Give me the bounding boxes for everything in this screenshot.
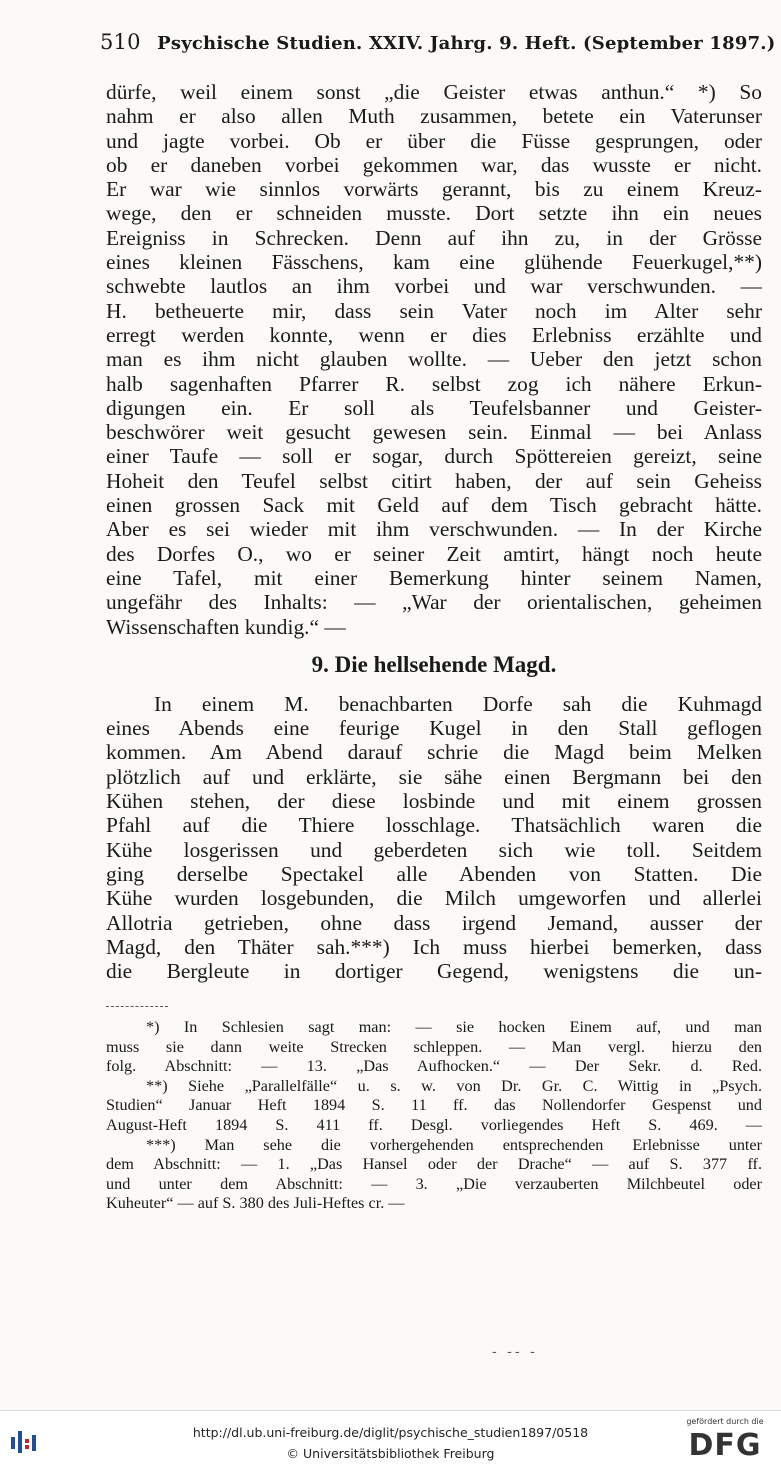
text-line: August-Heft 1894 S. 411 ff. Desgl. vorliegendes Heft S. 469. —: [106, 1115, 762, 1134]
text-line: und unter dem Abschnitt: — 3. „Die verzauberten Milchbeutel oder: [106, 1174, 762, 1193]
text-line: ob er daneben vorbei gekommen war, das wusste er nicht.: [106, 152, 762, 177]
text-line: Wissenschaften kundig.“ —: [106, 614, 346, 639]
text-line: In einem M. benachbarten Dorfe sah die Kuhmagd: [154, 691, 762, 716]
text-line: ging derselbe Spectakel alle Abenden von Statten. Die: [106, 861, 762, 886]
text-line: *) In Schlesien sagt man: — sie hocken Einem auf, und man: [146, 1018, 762, 1036]
text-line: Kuheuter“ — auf S. 380 des Juli-Heftes cr. —: [106, 1194, 405, 1213]
text-line: **) Siehe „Parallelfälle“ u. s. w. von Dr. Gr. C. Wittig in „Psych.: [146, 1076, 762, 1095]
text-line: die Bergleute in dortiger Gegend, wenigstens die un-: [106, 959, 762, 984]
footnote-1: [106, 1018, 762, 1077]
text-line: dem Abschnitt: — 1. „Das Hansel oder der Drache“ — auf S. 377 ff.: [106, 1155, 762, 1174]
text-line: wege, den er schneiden musste. Dort setzte ihn ein neues: [106, 201, 762, 226]
footnote-2: [106, 1077, 762, 1136]
footnote-separator: [106, 1006, 168, 1007]
text-line: kommen. Am Abend darauf schrie die Magd beim Melken: [106, 740, 762, 765]
text-line: halb sagenhaften Pfarrer R. selbst zog ich nähere Erkun-: [106, 371, 762, 396]
end-mark: - -- -: [492, 1344, 538, 1360]
text-line: Kühe wurden losgebunden, die Milch umgeworfen und allerlei: [106, 886, 762, 911]
running-header: [100, 30, 776, 54]
text-line: plötzlich auf und erklärte, sie sähe einen Bergmann bei den: [106, 764, 762, 789]
text-line: einer Taufe — soll er sogar, durch Spöttereien gereizt, seine: [106, 444, 762, 469]
paragraph-1: [106, 80, 762, 639]
text-line: schwebte lautlos an ihm vorbei und war verschwunden. —: [106, 274, 762, 299]
dfg-logo-text: DFG: [688, 1428, 762, 1463]
text-line: ungefähr des Inhalts: — „War der orientalischen, geheimen: [106, 590, 762, 615]
dfg-logo: [679, 1417, 771, 1465]
text-line: nahm er also allen Muth zusammen, betete ein Vaterunser: [106, 104, 762, 129]
text-line: und jagte vorbei. Ob er über die Füsse gesprungen, oder: [106, 128, 762, 153]
text-line: des Dorfes O., wo er seiner Zeit amtirt, hängt noch heute: [106, 541, 762, 566]
source-url[interactable]: http://dl.ub.uni-freiburg.de/diglit/psychische_studien1897/0518: [192, 1425, 589, 1440]
text-line: Studien“ Januar Heft 1894 S. 11 ff. das Nollendorfer Gespenst und: [106, 1096, 762, 1115]
text-line: H. betheuerte mir, dass sein Vater noch im Alter sehr: [106, 298, 762, 323]
text-line: einen grossen Sack mit Geld auf dem Tisch gebracht hätte.: [106, 493, 762, 518]
text-line: dürfe, weil einem sonst „die Geister etwas anthun.“ *) So: [106, 80, 762, 104]
text-line: Magd, den Thäter sah.***) Ich muss hierbei bemerken, dass: [106, 934, 762, 959]
text-line: Ereigniss in Schrecken. Denn auf ihn zu, in der Grösse: [106, 225, 762, 250]
text-line: Kühen stehen, der diese losbinde und mit einem grossen: [106, 789, 762, 814]
text-line: beschwörer weit gesucht gewesen sein. Einmal — bei Anlass: [106, 420, 762, 445]
text-line: Er war wie sinnlos vorwärts gerannt, bis zu einem Kreuz-: [106, 177, 762, 202]
main-text: [106, 80, 762, 983]
text-line: Pfahl auf die Thiere losschlage. Thatsächlich waren die: [106, 813, 762, 838]
footnotes: [106, 1018, 762, 1214]
text-line: Aber es sei wieder mit ihm verschwunden. — In der Kirche: [106, 517, 762, 542]
viewer-footer: [0, 1410, 781, 1469]
text-line: muss sie dann weite Strecken schleppen. — Man vergl. hierzu den: [106, 1037, 762, 1056]
running-title: Psychische Studien. XXIV. Jahrg. 9. Heft. (September 1897.): [157, 33, 776, 54]
text-line: Allotria getrieben, ohne dass irgend Jemand, ausser der: [106, 910, 762, 935]
text-line: man es ihm nicht glauben wollte. — Ueber den jetzt schon: [106, 347, 762, 372]
footnote-3: [106, 1136, 762, 1214]
text-line: ***) Man sehe die vorhergehenden entsprechenden Erlebnisse unter: [146, 1135, 762, 1154]
section-title: 9. Die hellsehende Magd.: [311, 651, 557, 677]
text-line: eines Abends eine feurige Kugel in den Stall geflogen: [106, 716, 762, 741]
dfg-caption: gefördert durch die: [686, 1417, 764, 1426]
text-line: erregt werden konnte, wenn er dies Erlebniss erzählte und: [106, 322, 762, 347]
text-line: eine Tafel, mit einer Bemerkung hinter seinem Namen,: [106, 565, 762, 590]
text-line: Kühe losgerissen und geberdeten sich wie toll. Seitdem: [106, 837, 762, 862]
text-line: Hoheit den Teufel selbst citirt haben, der auf sein Geheiss: [106, 468, 762, 493]
paragraph-2: [106, 692, 762, 984]
copyright: © Universitätsbibliothek Freiburg: [286, 1446, 495, 1461]
text-line: digungen ein. Er soll als Teufelsbanner und Geister-: [106, 395, 762, 420]
text-line: eines kleinen Fässchens, kam eine glühende Feuerkugel,**): [106, 250, 762, 275]
page-number: 510: [100, 30, 141, 54]
text-line: folg. Abschnitt: — 13. „Das Aufhocken.“ — Der Sekr. d. Red.: [106, 1057, 762, 1076]
